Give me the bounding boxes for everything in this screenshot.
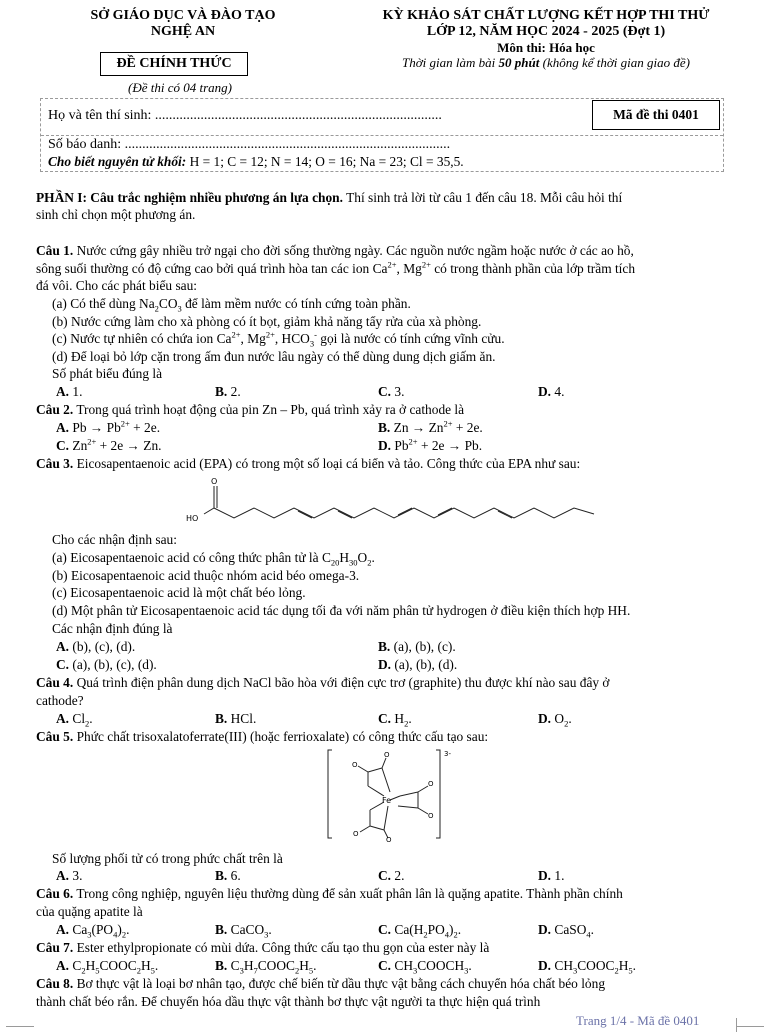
ferrioxalate-structure-figure (326, 746, 466, 842)
q7-option-c[interactable]: C. $CH_3COOCH_3$. (378, 958, 472, 976)
part1-instructions-line2: sinh chỉ chọn một phương án. (36, 207, 196, 222)
q1-ask: Số phát biểu đúng là (52, 366, 163, 381)
question-5: Câu 5. Phức chất trisoxalatoferrate(III) (hoặc ferrioxalate) có công thức cấu tạo sau: (36, 729, 489, 744)
q3-statement-a: (a) Eicosapentaenoic acid có công thức phân tử là $C_{20}H_{30}O_2$. (52, 550, 375, 568)
oxygen-label: O (353, 830, 359, 838)
candidate-name-field: Họ và tên thí sinh: .................................................................................. (48, 108, 442, 123)
q6-option-a[interactable]: A. $Ca_3(PO_4)_2$. (56, 922, 130, 940)
q4-option-b[interactable]: B. HCl. (215, 711, 257, 726)
q2-option-d[interactable]: D. $Pb^{2+} + 2e \to Pb$. (378, 436, 483, 453)
q1-statement-b: (b) Nước cứng làm cho xà phòng có ít bọt, giảm khả năng tẩy rửa của xà phòng. (52, 314, 482, 329)
q3-ask: Các nhận định đúng là (52, 621, 173, 636)
epa-hydroxyl-label: HO (186, 514, 199, 523)
q3-statement-d: (d) Một phân tử Eicosapentaenoic acid tác dụng tối đa với năm phân tử hydrogen ở điều kiện thích hợp HH. (52, 603, 631, 618)
question-4: Câu 4. Quá trình điện phân dung dịch NaCl bão hòa với điện cực trơ (graphite) thu được khí nào sau đây ở (36, 675, 610, 690)
oxygen-label: O (428, 812, 434, 820)
q5-option-a[interactable]: A. 3. (56, 868, 83, 883)
question-7: Câu 7. Ester ethylpropionate có mùi dứa. Công thức cấu tạo thu gọn của ester này là (36, 940, 490, 955)
official-label: ĐỀ CHÍNH THỨC (100, 52, 248, 76)
q3-intro: Cho các nhận định sau: (52, 532, 177, 547)
question-1: Câu 1. Nước cứng gây nhiều trở ngại cho đời sống thường ngày. Các nguồn nước ngầm hoặc nước ở các ao hồ, (36, 243, 634, 258)
oxygen-label: O (386, 836, 392, 842)
q5-option-b[interactable]: B. 6. (215, 868, 241, 883)
q4-option-d[interactable]: D. $O_2$. (538, 711, 572, 729)
q3-option-c[interactable]: C. (a), (b), (c), (d). (56, 657, 157, 672)
part1-instructions: PHẦN I: Câu trắc nghiệm nhiều phương án lựa chọn. Thí sinh trả lời từ câu 1 đến câu 18. Mỗi câu hỏi thí (36, 190, 623, 205)
oxygen-label: O (428, 780, 434, 788)
complex-charge: 3- (444, 750, 451, 758)
corner-mark (736, 1018, 737, 1032)
time-line: Thời gian làm bài 50 phút (không kể thời gian giao đề) (402, 55, 690, 70)
exam-code: Mã đề thi 0401 (592, 100, 720, 130)
q2-option-c[interactable]: C. $Zn^{2+} + 2e \to Zn$. (56, 436, 162, 453)
oxygen-label: O (384, 751, 390, 759)
q4-line2: cathode? (36, 693, 84, 708)
epa-oxygen-label: O (211, 477, 218, 486)
q4-option-c[interactable]: C. $H_2$. (378, 711, 412, 729)
q3-option-d[interactable]: D. (a), (b), (d). (378, 657, 458, 672)
q3-statement-c: (c) Eicosapentaenoic acid là một chất béo lỏng. (52, 585, 306, 600)
q5-option-c[interactable]: C. 2. (378, 868, 405, 883)
q6-option-b[interactable]: B. CaCO$_3$. (215, 922, 272, 940)
question-2: Câu 2. Trong quá trình hoạt động của pin Zn – Pb, quá trình xảy ra ở cathode là (36, 402, 465, 417)
q7-option-a[interactable]: A. $C_2H_5COOC_2H_5$. (56, 958, 159, 976)
q8-line2: thành chất béo rắn. Để chuyển hóa dầu thực vật thành bơ thực vật người ta thực hiện quá trình (36, 994, 541, 1009)
question-3: Câu 3. Eicosapentaenoic acid (EPA) có trong một số loại cá biển và tảo. Công thức của EPA như sau: (36, 456, 581, 471)
q5-ask: Số lượng phối tử có trong phức chất trên là (52, 851, 283, 866)
department-line2: NGHỆ AN (150, 24, 216, 39)
corner-mark (736, 1026, 764, 1027)
question-6: Câu 6. Trong công nghiệp, nguyên liệu thường dùng để sản xuất phân lân là quặng apatite. Thành phần chính (36, 886, 623, 901)
exam-subtitle: LỚP 12, NĂM HỌC 2024 - 2025 (Đợt 1) (426, 24, 666, 39)
q3-statement-b: (b) Eicosapentaenoic acid thuộc nhóm acid béo omega-3. (52, 568, 360, 583)
q1-line2: sông suối thường có độ cứng cao bởi quá trình hòa tan các ion $Ca^{2+}$, $Mg^{2+}$ có trong thành phần của lớp trầm tích (36, 259, 636, 276)
q1-statement-d: (d) Để loại bỏ lớp cặn trong ấm đun nước lâu ngày có thể dùng dung dịch giấm ăn. (52, 349, 496, 364)
subject-line: Môn thi: Hóa học (497, 40, 595, 55)
epa-structure-figure (180, 474, 600, 530)
q1-option-c[interactable]: C. 3. (378, 384, 405, 399)
atomic-mass-line: Cho biết nguyên tử khối: H = 1; C = 12; N = 14; O = 16; Na = 23; Cl = 35,5. (48, 154, 464, 169)
q1-statement-c: (c) Nước tự nhiên có chứa ion $Ca^{2+}$, $Mg^{2+}$, $HCO_3^-$ gọi là nước có tính cứng vĩnh cửu. (52, 329, 505, 349)
q3-option-a[interactable]: A. (b), (c), (d). (56, 639, 136, 654)
header-right (330, 8, 762, 71)
corner-mark (6, 1026, 34, 1027)
header-left (58, 8, 308, 40)
q6-option-c[interactable]: C. $Ca(H_2PO_4)_2$. (378, 922, 462, 940)
q2-option-b[interactable]: B. $Zn \to Zn^{2+} + 2e$. (378, 418, 483, 435)
q1-option-d[interactable]: D. 4. (538, 384, 565, 399)
q4-option-a[interactable]: A. $Cl_2$. (56, 711, 93, 729)
oxygen-label: O (352, 761, 358, 769)
q1-line3: đá vôi. Cho các phát biểu sau: (36, 278, 198, 293)
q6-option-d[interactable]: D. CaSO$_4$. (538, 922, 594, 940)
page-footer: Trang 1/4 - Mã đề 0401 (576, 1013, 700, 1028)
iron-center-label: Fe (382, 796, 392, 805)
q6-line2: của quặng apatite là (36, 904, 143, 919)
department-line1: SỞ GIÁO DỤC VÀ ĐÀO TẠO (90, 8, 276, 23)
q7-option-b[interactable]: B. $C_3H_7COOC_2H_5$. (215, 958, 317, 976)
q5-option-d[interactable]: D. 1. (538, 868, 565, 883)
exam-title: KỲ KHẢO SÁT CHẤT LƯỢNG KẾT HỢP THI THỬ (382, 8, 710, 23)
question-8: Câu 8. Bơ thực vật là loại bơ nhân tạo, được chế biến từ dầu thực vật bằng cách chuyển hóa chất béo lỏng (36, 976, 606, 991)
q2-option-a[interactable]: A. $Pb \to Pb^{2+} + 2e$. (56, 418, 161, 435)
q7-option-d[interactable]: D. $CH_3COOC_2H_5$. (538, 958, 636, 976)
q1-option-a[interactable]: A. 1. (56, 384, 83, 399)
part1-title: PHẦN I: Câu trắc nghiệm nhiều phương án lựa chọn. (36, 190, 343, 205)
candidate-divider (41, 135, 723, 136)
candidate-id-field: Số báo danh: ............................................................................................. (48, 137, 451, 152)
q1-option-b[interactable]: B. 2. (215, 384, 241, 399)
pages-note: (Đề thi có 04 trang) (128, 80, 232, 95)
q1-statement-a: (a) Có thể dùng $Na_2CO_3$ để làm mềm nước có tính cứng toàn phần. (52, 296, 411, 314)
q3-option-b[interactable]: B. (a), (b), (c). (378, 639, 456, 654)
